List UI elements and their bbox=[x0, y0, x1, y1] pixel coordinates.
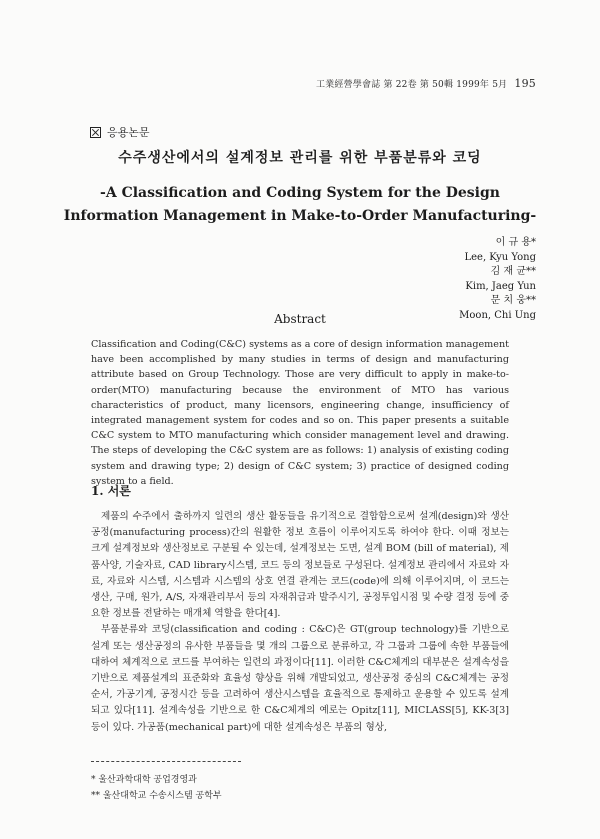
boxed-cross-icon bbox=[90, 127, 101, 138]
author-2-korean: 김 재 균** bbox=[490, 266, 536, 278]
author-1-english: Lee, Kyu Yong bbox=[464, 251, 536, 263]
paper-category bbox=[90, 124, 150, 140]
section-heading-introduction: 1. 서론 bbox=[91, 484, 131, 498]
page-number: 195 bbox=[514, 77, 536, 90]
english-title bbox=[0, 182, 600, 228]
footnote-1: * 울산과학대학 공업경영과 bbox=[91, 775, 197, 785]
journal-citation: 工業經營學會誌 第 22卷 第 50輯 1999年 5月 bbox=[316, 80, 508, 90]
author-3-english: Moon, Chi Ung bbox=[459, 309, 536, 321]
abstract-text: Classification and Coding(C&C) systems as a core of design information management have been accomplished by many studies in terms of design and manufacturing attribute based on Group Technology. Those are very difficult to apply in make-to-order(MTO) manufacturing because the environment of MTO has various characteristics of product, many licensors, engineering change, insufficiency of integrated management system for codes and so on. This paper presents a suitable C&C system to MTO manufacturing which consider management level and drawing. The steps of developing the C&C system are as follows: 1) analysis of existing coding system and drawing type; 2) design of C&C system; 3) practice of designed coding system to a field. bbox=[91, 339, 509, 487]
category-label: 응용논문 bbox=[107, 126, 150, 139]
author-3-korean: 문 치 웅** bbox=[490, 295, 536, 307]
paragraph: 부품분류와 코딩(classification and coding : C&C)은 GT(group technology)를 기반으로 설계 또는 생산공정의 유사한 부품들을 몇 개의 그룹으로 분류하고, 각 그룹과 그룹에 속한 부품들에 대하여 체계적으로 코드를 부여하는 일련의 과정이다[11]. 이러한 C&C체계의 대부분은 설계속성을 기반으로 제품설계의 표준화와 효율성 향상을 위해 개발되었고, 생산공정 중심의 C&C체계는 공정순서, 가공기계, 공정시간 등을 고려하여 생산시스템을 효율적으로 통제하고 운용할 수 있도록 설계되고 있다[11]. 설계속성을 기반으로 한 C&C체계의 예로는 Opitz[11], MICLASS[5], KK-3[3] 등이 있다. 가공품(mechanical part)에 대한 설계속성은 부품의 형상, bbox=[91, 624, 509, 733]
footnotes bbox=[91, 772, 222, 804]
abstract-heading: Abstract bbox=[274, 312, 326, 326]
introduction-body bbox=[91, 509, 509, 736]
paragraph: 제품의 수주에서 출하까지 일련의 생산 활동들을 유기적으로 결합함으로써 설계(design)와 생산공정(manufacturing process)간의 원활한 정보 흐름이 이루어지도록 하여야 한다. 이때 정보는 크게 설계정보와 생산정보로 구분될 수 있는데, 설계정보는 도면, 설계 BOM (bill of material), 제품사양, 기술자료, CAD library시스템, 코드 등의 정보들로 구성된다. 설계정보 관리에서 자료와 자료, 자료와 시스템, 시스템과 시스템의 상호 연결 관계는 코드(code)에 의해 이루어지며, 이 코드는 생산, 구매, 원가, A/S, 자재관리부서 등의 자재취급과 발주시기, 공정투입시점 및 수량 결정 등에 중요한 정보를 전달하는 매개체 역할을 한다[4]. bbox=[91, 511, 509, 620]
author-2-english: Kim, Jaeg Yun bbox=[465, 280, 536, 292]
english-title-line-1: -A Classification and Coding System for the Design bbox=[100, 185, 500, 201]
footnote-2: ** 울산대학교 수송시스템 공학부 bbox=[91, 791, 222, 801]
korean-title: 수주생산에서의 설계정보 관리를 위한 부품분류와 코딩 bbox=[118, 150, 482, 166]
footnote-divider bbox=[91, 761, 241, 762]
english-title-line-2: Information Management in Make-to-Order Manufacturing- bbox=[63, 208, 537, 224]
author-1-korean: 이 규 용* bbox=[495, 237, 536, 248]
author-list bbox=[459, 236, 536, 324]
journal-header bbox=[316, 77, 536, 90]
